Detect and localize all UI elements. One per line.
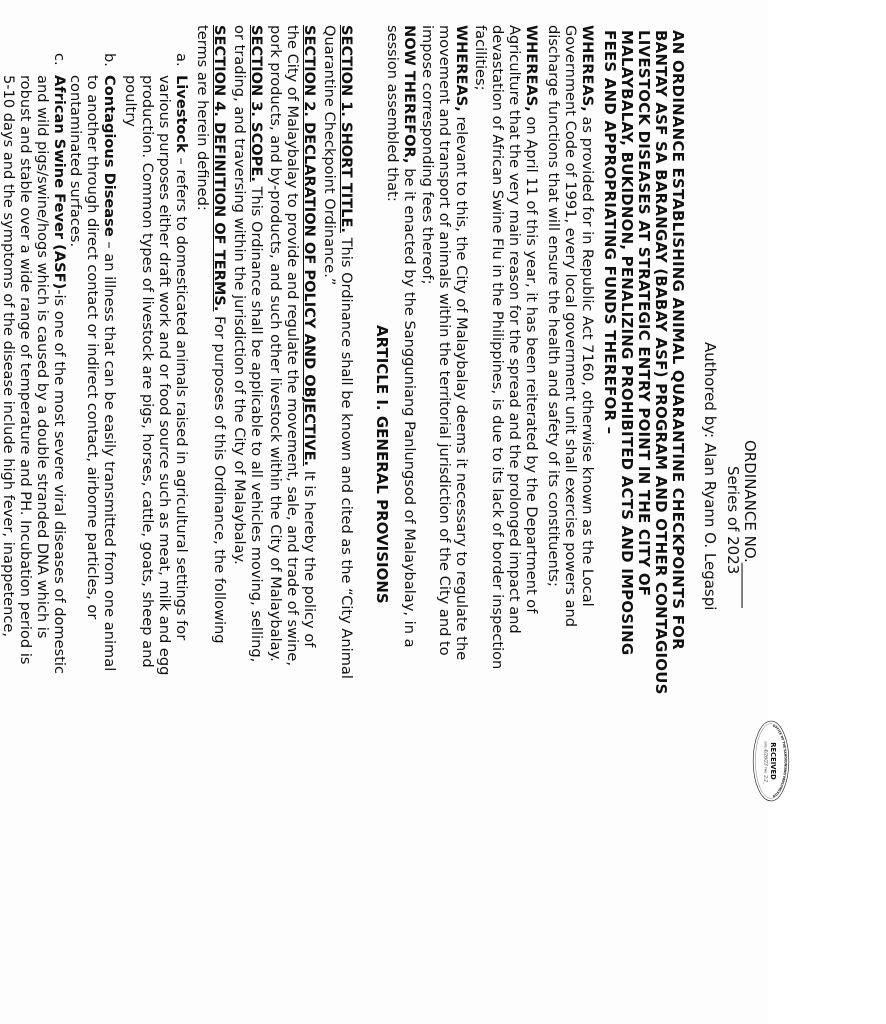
whereas-paragraph-1 bbox=[579, 25, 596, 1010]
paragraph-line: terms are herein defined: bbox=[194, 25, 211, 211]
paragraph-line: contaminated surfaces. bbox=[67, 75, 84, 248]
section-lead: SECTION 3. SCOPE. bbox=[248, 25, 265, 182]
paragraph-text: This Ordinance shall be known and cited as the “City Animal bbox=[338, 232, 355, 679]
section-4 bbox=[211, 25, 228, 1010]
whereas-paragraph-2 bbox=[523, 25, 540, 1010]
paragraph-line: production. Common types of livestock are pigs, horses, cattle, goats, sheep and bbox=[139, 75, 156, 668]
ordinance-series: Series of 2023 bbox=[724, 466, 742, 575]
now-therefore-lead: NOW THEREFOR, bbox=[401, 25, 418, 164]
paragraph-text: as provided for in Republic Act 7160, otherwise known as the Local bbox=[579, 111, 596, 607]
paragraph-line: robust and stable over a wide range of temperature and PH. Incubation period is bbox=[17, 75, 34, 665]
paragraph-line: devastation of African Swine Flu in the Philippines, is due to its lack of border inspection bbox=[489, 25, 506, 670]
paragraph-line: the City of Malaybalay to provide and regulate the movement, sale, and trade of swine, bbox=[284, 25, 301, 666]
definition-label: b. bbox=[101, 53, 118, 67]
paragraph-line: various purposes either draft work and or food source such as meat, milk and egg bbox=[156, 75, 173, 676]
paragraph-line: session assembled that: bbox=[384, 25, 401, 202]
definition-c bbox=[51, 75, 68, 1010]
definition-label: c. bbox=[51, 53, 68, 66]
paragraph-line: pork products, and by-products, and such other livestock within the City of Malaybalay. bbox=[267, 25, 284, 662]
stamp-time-label: TIME: bbox=[763, 767, 767, 774]
paragraph-line: poultry bbox=[122, 75, 139, 127]
paragraph-line: or trading, and traversing within the jurisdiction of the City of Malaybalay. bbox=[231, 25, 248, 565]
section-1 bbox=[338, 25, 355, 1010]
section-2 bbox=[301, 25, 318, 1010]
title-line: BANTAY ASF SA BARANGAY (BABAY ASF) PROGRAM AND OTHER CONTAGIOUS bbox=[652, 30, 670, 695]
now-therefore-paragraph bbox=[401, 25, 418, 1010]
received-stamp bbox=[656, 720, 788, 950]
stamp-office-text: OFFICE OF THE SANGGUNIANG PANLUNGSOD bbox=[771, 723, 788, 799]
title-line: LIVESTOCK DISEASES AT STRATEGIC ENTRY POINT IN THE CITY OF bbox=[635, 30, 653, 597]
whereas-lead: WHEREAS, bbox=[453, 25, 470, 112]
stamp-time-value: 2:2_ bbox=[762, 775, 768, 785]
stamp-received-text: RECEIVED bbox=[769, 742, 777, 780]
paragraph-text: It is hereby the policy of bbox=[301, 466, 318, 648]
title-line: FEES AND APPROPRIATING FUNDS THEREFOR – bbox=[601, 30, 619, 435]
definition-term: African Swine Fever (ASF) bbox=[51, 75, 68, 290]
paragraph-text: For purposes of this Ordinance, the following bbox=[211, 311, 228, 644]
ordinance-number: ORDINANCE NO.______ bbox=[741, 440, 759, 608]
paragraph-line: facilities; bbox=[472, 25, 489, 91]
stamp-graphic bbox=[656, 720, 886, 802]
paragraph-text: relevant to this, the City of Malaybalay deems it necessary to regulate the bbox=[453, 111, 470, 661]
definition-b bbox=[101, 75, 118, 1010]
author-line: Authored by: Alan Ryann O. Legaspi bbox=[701, 342, 719, 611]
paragraph-text: – an illness that can be easily transmitted from one animal bbox=[101, 236, 118, 672]
whereas-lead: WHEREAS, bbox=[579, 25, 596, 112]
paragraph-line: discharge functions that will ensure the health and safety of its constituents; bbox=[545, 25, 562, 587]
paragraph-text: – refers to domesticated animals raised in agricultural settings for bbox=[173, 152, 190, 641]
definition-term: Livestock bbox=[173, 75, 190, 153]
paragraph-line: 5-10 days and the symptoms of the disease include high fever, inappetence, bbox=[0, 75, 17, 638]
paragraph-line: and wild pigs/swine/hogs which is caused by a double stranded DNA which is bbox=[34, 75, 51, 639]
paragraph-line: Agriculture that the very main reason for the spread and the prolonged impact and bbox=[506, 25, 523, 634]
whereas-lead: WHEREAS, bbox=[523, 25, 540, 112]
definition-a bbox=[173, 75, 190, 1010]
title-line: MALAYBALAY, BUKIDNON, PENALIZING PROHIBITED ACTS AND IMPOSING bbox=[618, 30, 636, 656]
paragraph-text: be it enacted by the Sangguniang Panlungsod of Malaybalay, in a bbox=[401, 163, 418, 648]
stamp-date-value: 4/26/23 bbox=[762, 749, 768, 766]
paragraph-line: movement and transport of animals within the territorial jurisdiction of the City and to bbox=[436, 25, 453, 656]
paragraph-line: to another through direct contact or indirect contact, airborne particles, or bbox=[84, 75, 101, 620]
article-heading: ARTICLE I. GENERAL PROVISIONS bbox=[373, 325, 391, 604]
paragraph-line: Quarantine Checkpoint Ordinance.” bbox=[321, 25, 338, 286]
whereas-paragraph-3 bbox=[453, 25, 470, 1010]
stamp-date-label: DATE: bbox=[763, 741, 767, 749]
section-lead: SECTION 4. DEFINITION OF TERMS. bbox=[211, 25, 228, 312]
paragraph-line: impose corresponding fees thereof; bbox=[419, 25, 436, 285]
definition-label: a. bbox=[173, 53, 190, 67]
paragraph-text: -is one of the most severe viral diseases of domestic bbox=[51, 289, 68, 675]
paragraph-text: This Ordinance shall be applicable to all vehicles moving, selling, bbox=[248, 181, 265, 663]
definition-term: Contagious Disease bbox=[101, 75, 118, 237]
title-line: AN ORDINANCE ESTABLISHING ANIMAL QUARANTINE CHECKPOINTS FOR bbox=[669, 30, 687, 650]
paragraph-text: on April 11 of this year, it has been reiterated by the Department of bbox=[523, 111, 540, 614]
section-lead: SECTION 1. SHORT TITLE. bbox=[338, 25, 355, 233]
section-3 bbox=[248, 25, 265, 1010]
paragraph-line: Government Code of 1991, every local government unit shall exercise powers and bbox=[562, 25, 579, 628]
section-lead: SECTION 2. DECLARATION OF POLICY AND OBJECTIVE. bbox=[301, 25, 318, 467]
